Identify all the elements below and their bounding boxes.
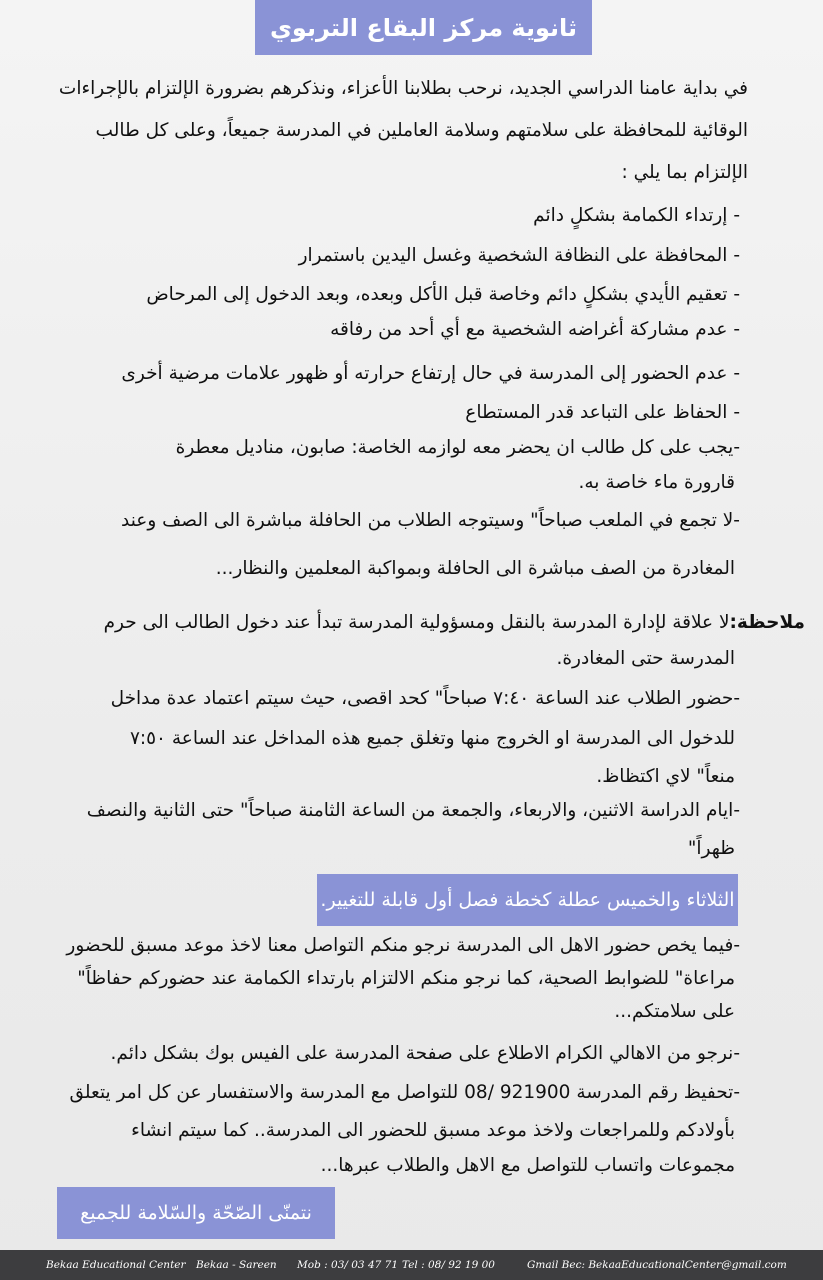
holiday-banner: الثلاثاء والخميس عطلة كخطة فصل أول قابلة للتغيير. xyxy=(317,874,738,926)
intro-line: الإلتزام بما يلي : xyxy=(621,162,748,183)
days-line: ظهراً" xyxy=(687,838,735,859)
note-label: ملاحظة: xyxy=(729,612,805,633)
closing-banner: نتمنّى الصّحّة والسّلامة للجميع xyxy=(57,1187,335,1239)
rule-item: قارورة ماء خاصة به. xyxy=(578,472,735,493)
footer-bar xyxy=(0,1250,823,1280)
intro-line: الوقائية للمحافظة على سلامتهم وسلامة العاملين في المدرسة جميعاً، وعلى كل طالب xyxy=(95,120,748,141)
rule-item: - تعقيم الأيدي بشكلٍ دائم وخاصة قبل الأكل وبعده، وبعد الدخول إلى المرحاض xyxy=(146,284,740,305)
parents-line: -فيما يخص حضور الاهل الى المدرسة نرجو منكم التواصل معنا لاخذ موعد مسبق للحضور xyxy=(66,935,740,956)
parents-line: على سلامتكم... xyxy=(614,1001,735,1022)
note-text: لا علاقة لإدارة المدرسة بالنقل ومسؤولية المدرسة تبدأ عند دخول الطالب الى حرم xyxy=(103,612,730,633)
rule-item: -يجب على كل طالب ان يحضر معه لوازمه الخاصة: صابون، مناديل معطرة xyxy=(175,437,740,458)
rule-item: - عدم مشاركة أغراضه الشخصية مع أي أحد من رفاقه xyxy=(330,319,740,340)
footer-mobile: Mob : 03/ 03 47 71 xyxy=(297,1259,399,1271)
phone-line: مجموعات واتساب للتواصل مع الاهل والطلاب عبرها... xyxy=(320,1155,735,1176)
rule-item: -لا تجمع في الملعب صباحاً" وسيتوجه الطلاب من الحافلة مباشرة الى الصف وعند xyxy=(120,510,740,531)
footer-telephone: Tel : 08/ 92 19 00 xyxy=(402,1259,495,1271)
footer-location: Bekaa - Sareen xyxy=(196,1259,277,1271)
intro-line: في بداية عامنا الدراسي الجديد، نرحب بطلابنا الأعزاء، ونذكرهم بضرورة الإلتزام بالإجراءات xyxy=(58,78,748,99)
phone-line: بأولادكم وللمراجعات ولاخذ موعد مسبق للحضور الى المدرسة.. كما سيتم انشاء xyxy=(131,1120,735,1141)
rule-item: - المحافظة على النظافة الشخصية وغسل اليدين باستمرار xyxy=(298,245,740,266)
phone-line: -تحفيظ رقم المدرسة 921900 /08 للتواصل مع المدرسة والاستفسار عن كل امر يتعلق xyxy=(69,1082,740,1103)
rule-item: - إرتداء الكمامة بشكلٍ دائم xyxy=(533,205,740,226)
rule-item: المغادرة من الصف مباشرة الى الحافلة وبمواكبة المعلمين والنظار... xyxy=(215,558,735,579)
rule-item: - الحفاظ على التباعد قدر المستطاع xyxy=(465,402,740,423)
page-title: ثانوية مركز البقاع التربوي xyxy=(255,0,592,55)
footer-email: Gmail Bec: BekaaEducationalCenter@gmail.com xyxy=(527,1259,787,1271)
footer-center-name: Bekaa Educational Center xyxy=(46,1259,186,1271)
facebook-line: -نرجو من الاهالي الكرام الاطلاع على صفحة المدرسة على الفيس بوك بشكل دائم. xyxy=(110,1043,740,1064)
parents-line: مراعاة" للضوابط الصحية، كما نرجو منكم الالتزام بارتداء الكمامة عند حضوركم حفاظاً" xyxy=(77,968,735,989)
rule-item: - عدم الحضور إلى المدرسة في حال إرتفاع حرارته أو ظهور علامات مرضية أخرى xyxy=(121,363,740,384)
note-line xyxy=(104,612,805,633)
arrival-line: منعاً" لاي اكتظاظ. xyxy=(596,766,735,787)
days-line: -ايام الدراسة الاثنين، والاربعاء، والجمعة من الساعة الثامنة صباحاً" حتى الثانية والنصف xyxy=(86,800,740,821)
arrival-line: -حضور الطلاب عند الساعة ٧:٤٠ صباحاً" كحد اقصى، حيث سيتم اعتماد عدة مداخل xyxy=(110,688,740,709)
arrival-line: للدخول الى المدرسة او الخروج منها وتغلق جميع هذه المداخل عند الساعة ٧:٥٠ xyxy=(129,728,735,749)
note-line: المدرسة حتى المغادرة. xyxy=(556,648,735,669)
